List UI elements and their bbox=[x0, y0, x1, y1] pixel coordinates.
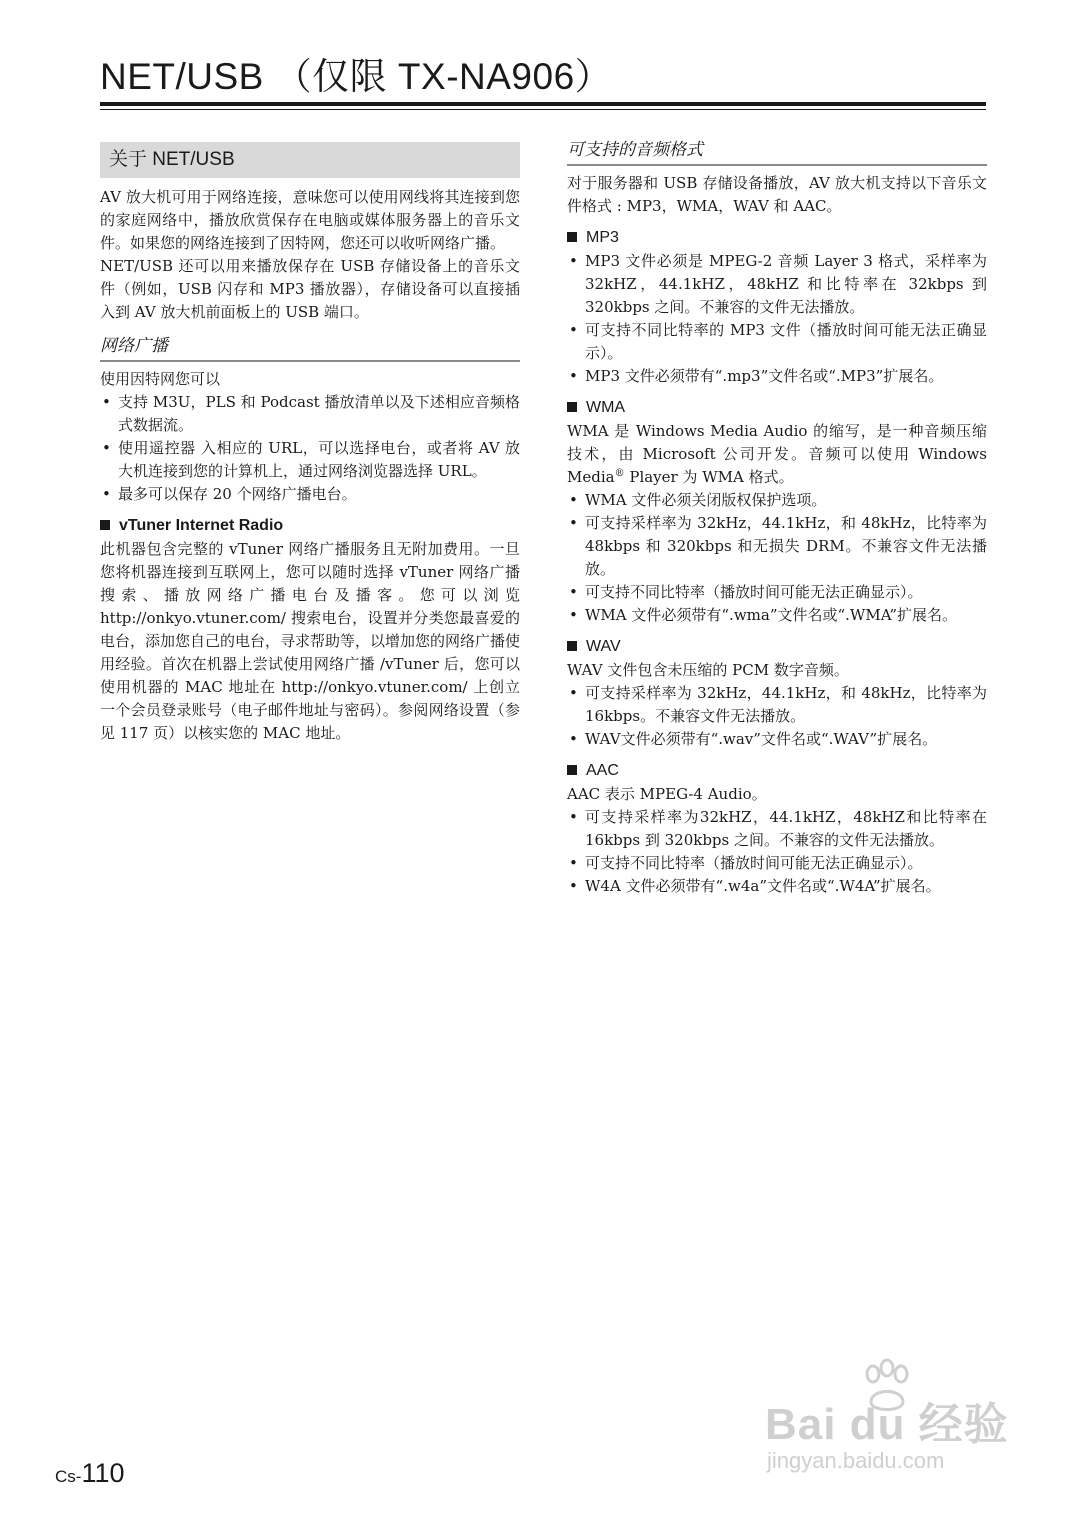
right-column bbox=[567, 142, 987, 898]
wav-list bbox=[567, 682, 987, 751]
vtuner-heading-label: vTuner Internet Radio bbox=[119, 517, 284, 534]
list-item: • W4A 文件必须带有“.w4a”文件名或“.W4A”扩展名。 bbox=[567, 875, 987, 898]
list-item: • MP3 文件必须带有“.mp3”文件名或“.MP3”扩展名。 bbox=[567, 365, 987, 388]
list-item: • 支持 M3U，PLS 和 Podcast 播放清单以及下述相应音频格式数据流。 bbox=[100, 391, 520, 437]
list-item: • WMA 文件必须关闭版权保护选项。 bbox=[567, 489, 987, 512]
page-number-value: 110 bbox=[81, 1458, 125, 1488]
square-bullet-icon bbox=[567, 402, 577, 412]
aac-paragraph: AAC 表示 MPEG-4 Audio。 bbox=[567, 785, 767, 803]
mp3-heading bbox=[567, 226, 987, 249]
mp3-list bbox=[567, 250, 987, 388]
list-item: • 可支持不同比特率的 MP3 文件（播放时间可能无法正确显示）。 bbox=[567, 319, 987, 365]
vtuner-paragraph: 此机器包含完整的 vTuner 网络广播服务且无附加费用。一旦您将机器连接到互联网上，您可以随时选择 vTuner 网络广播搜索、播放网络广播电台及播客。您可以浏览 http://onkyo.vtuner.com/ 搜索电台，设置并分类您最喜爱的电台，添加您自己的电台，寻求帮助等，以增加您的网络广播使用经验。首次在机器上尝试使用网络广播 /vTuner 后，您可以使用机器的 MAC 地址在 http://onkyo.vtuner.com/ 上创立一个会员登录账号（电子邮件地址与密码）。参阅网络设置（参见 117 页）以核实您的 MAC 地址。 bbox=[100, 540, 521, 742]
wma-paragraph-tail: Player 为 WMA 格式。 bbox=[624, 468, 794, 486]
left-column bbox=[100, 142, 520, 745]
supported-formats-heading: 可支持的音频格式 bbox=[567, 138, 987, 166]
wav-heading bbox=[567, 635, 987, 658]
aac-heading-label: AAC bbox=[586, 762, 619, 779]
page-number bbox=[55, 1458, 125, 1489]
mp3-heading-label: MP3 bbox=[586, 229, 619, 246]
about-paragraph-1: AV 放大机可用于网络连接，意味您可以使用网线将其连接到您的家庭网络中，播放欣赏保存在电脑或媒体服务器上的音乐文件。如果您的网络连接到了因特网，您还可以收听网络广播。 bbox=[100, 188, 520, 252]
internet-radio-heading: 网络广播 bbox=[100, 334, 520, 362]
wma-heading-label: WMA bbox=[586, 399, 626, 416]
spacer bbox=[100, 324, 520, 334]
internet-radio-list bbox=[100, 391, 520, 506]
wma-paragraph-text: WMA 是 Windows Media Audio 的缩写，是一种音频压缩技术，由 Microsoft 公司开发。音频可以使用 Windows Media bbox=[567, 422, 987, 486]
list-item: • WAV文件必须带有“.wav”文件名或“.WAV”扩展名。 bbox=[567, 728, 987, 751]
vtuner-heading bbox=[100, 514, 520, 537]
page-title: NET/USB （仅限 TX-NA906） bbox=[100, 56, 613, 97]
about-net-usb-heading: 关于 NET/USB bbox=[100, 142, 520, 178]
watermark-url: jingyan.baidu.com bbox=[767, 1448, 945, 1473]
list-item: • 可支持采样率为 32kHz，44.1kHz，和 48kHz，比特率为 16kbps。不兼容文件无法播放。 bbox=[567, 682, 987, 728]
supported-formats-intro: 对于服务器和 USB 存储设备播放，AV 放大机支持以下音乐文件格式 : MP3，WMA，WAV 和 AAC。 bbox=[567, 174, 987, 215]
wav-paragraph: WAV 文件包含未压缩的 PCM 数字音频。 bbox=[567, 661, 849, 679]
square-bullet-icon bbox=[100, 520, 110, 530]
list-item: • 可支持不同比特率（播放时间可能无法正确显示）。 bbox=[567, 852, 987, 875]
list-item: • 可支持采样率为 32kHz，44.1kHz，和 48kHz，比特率为 48kbps 和 320kbps 和无损失 DRM。不兼容文件无法播放。 bbox=[567, 512, 987, 581]
registered-mark: ® bbox=[614, 468, 625, 479]
title-rule-thick bbox=[100, 102, 986, 106]
wma-list bbox=[567, 489, 987, 627]
watermark bbox=[765, 1358, 1015, 1488]
list-item: • 可支持采样率为32kHZ，44.1kHZ，48kHZ和比特率在 16kbps 到 320kbps 之间。不兼容的文件无法播放。 bbox=[567, 806, 987, 852]
wav-heading-label: WAV bbox=[586, 638, 621, 655]
about-paragraph-2: NET/USB 还可以用来播放保存在 USB 存储设备上的音乐文件（例如，USB 闪存和 MP3 播放器），存储设备可以直接插入到 AV 放大机前面板上的 USB 端口。 bbox=[100, 257, 520, 321]
aac-list bbox=[567, 806, 987, 898]
wma-heading bbox=[567, 396, 987, 419]
aac-heading bbox=[567, 759, 987, 782]
internet-radio-intro: 使用因特网您可以 bbox=[100, 370, 221, 388]
page-number-prefix: Cs- bbox=[55, 1467, 82, 1486]
list-item: • 使用遥控器 入相应的 URL，可以选择电台，或者将 AV 放大机连接到您的计算机上，通过网络浏览器选择 URL。 bbox=[100, 437, 520, 483]
list-item: • 最多可以保存 20 个网络广播电台。 bbox=[100, 483, 520, 506]
wma-paragraph bbox=[567, 420, 987, 489]
square-bullet-icon bbox=[567, 232, 577, 242]
list-item: • MP3 文件必须是 MPEG-2 音频 Layer 3 格式，采样率为 32kHZ，44.1kHZ，48kHZ 和比特率在 32kbps 到 320kbps 之间。不兼容的文件无法播放。 bbox=[567, 250, 987, 319]
list-item: • WMA 文件必须带有“.wma”文件名或“.WMA”扩展名。 bbox=[567, 604, 987, 627]
square-bullet-icon bbox=[567, 641, 577, 651]
list-item: • 可支持不同比特率（播放时间可能无法正确显示）。 bbox=[567, 581, 987, 604]
square-bullet-icon bbox=[567, 765, 577, 775]
title-rule-thin bbox=[100, 109, 986, 110]
watermark-logo: Bai du 经验 bbox=[765, 1400, 1009, 1449]
